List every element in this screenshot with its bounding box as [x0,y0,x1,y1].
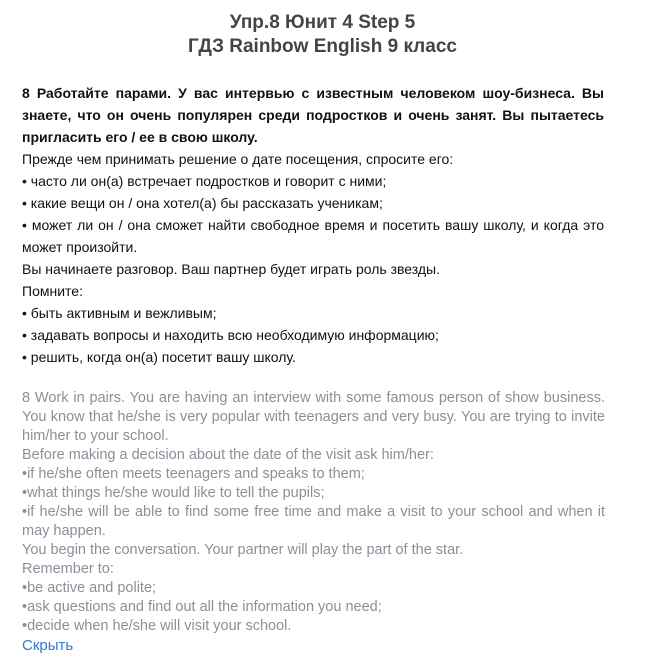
page-subtitle: ГДЗ Rainbow English 9 класс [188,36,457,57]
english-bullet-1: •if he/she often meets teenagers and speaks to them; [22,466,365,482]
english-bullet-2: •what things he/she would like to tell the pupils; [22,485,325,501]
english-task-text: 8 Work in pairs. You are having an interview with some famous person of show business. You know that he/she is very popular with teenagers and very busy. You are trying to invite him/her to your school. [22,390,605,444]
russian-remember-bullet-1: • быть активным и вежливым; [22,305,217,321]
russian-conversation-line: Вы начинаете разговор. Ваш партнер будет играть роль звезды. [22,261,440,277]
russian-bullet-3: • может ли он / она сможет найти свободное время и посетить вашу школу, и когда это может произойти. [22,217,604,255]
english-bullet-3: •if he/she will be able to find some free time and make a visit to your school and when it may happen. [22,504,605,539]
english-remember-bullet-1: •be active and polite; [22,580,157,596]
english-intro-line: Before making a decision about the date of the visit ask him/her: [22,447,434,463]
russian-exercise [22,82,604,368]
english-remember-bullet-2: •ask questions and find out all the information you need; [22,599,382,615]
english-conversation-line: You begin the conversation. Your partner will play the part of the star. [22,542,464,558]
russian-bullet-1: • часто ли он(а) встречает подростков и говорит с ними; [22,173,387,189]
english-exercise [22,389,605,636]
hide-translation-link[interactable]: Скрыть [22,637,74,654]
english-remember-line: Remember to: [22,561,114,577]
russian-remember-bullet-3: • решить, когда он(а) посетит вашу школу. [22,349,296,365]
russian-remember-bullet-2: • задавать вопросы и находить всю необходимую информацию; [22,327,439,343]
russian-task-text: 8 Работайте парами. У вас интервью с известным человеком шоу-бизнеса. Вы знаете, что он очень популярен среди подростков и очень занят. Вы пытаетесь пригласить его / ее в свою школу. [22,85,604,145]
english-remember-bullet-3: •decide when he/she will visit your school. [22,618,292,634]
russian-bullet-2: • какие вещи он / она хотел(а) бы рассказать ученикам; [22,195,383,211]
russian-remember-line: Помните: [22,283,83,299]
page-title: Упр.8 Юнит 4 Step 5 [229,12,416,33]
russian-intro-line: Прежде чем принимать решение о дате посещения, спросите его: [22,151,454,167]
